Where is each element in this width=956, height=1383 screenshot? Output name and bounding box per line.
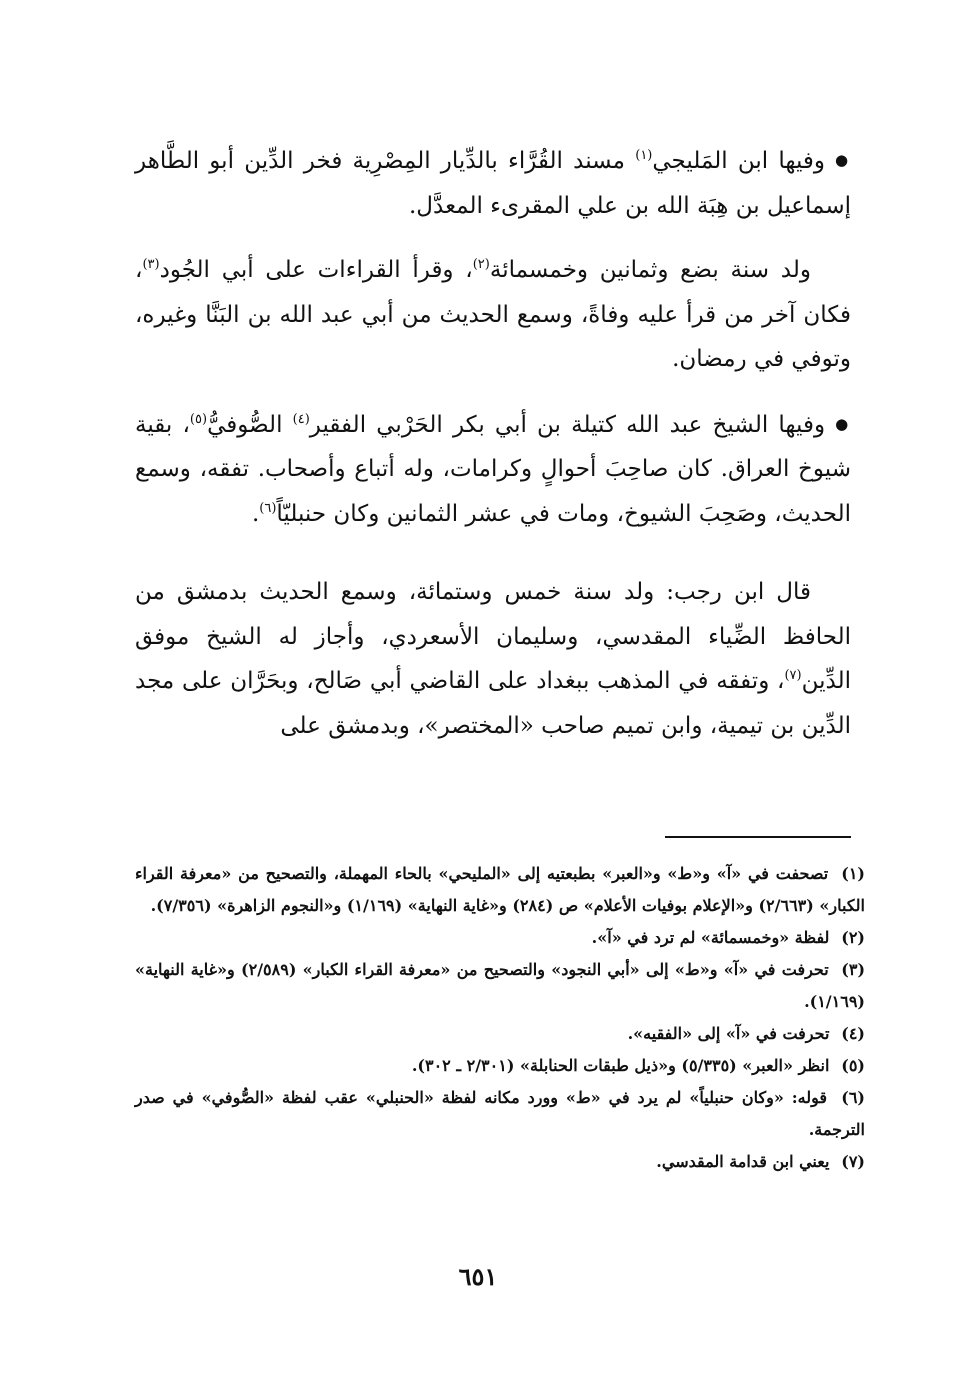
footnote-7	[135, 1146, 865, 1178]
footnote-text: تحرفت في «آ» و«ط» إلى «أبي النجود» والتصحيح من «معرفة القراء الكبار» (٢/٥٨٩) و«غاية النهاية» (١/١٦٩).	[135, 960, 865, 1011]
paragraph-text: وفيها ابن المَليجي	[652, 148, 826, 174]
paragraph-text: وفيها الشيخ عبد الله كتيلة بن أبي بكر الحَرْبي الفقير	[309, 411, 826, 438]
paragraph-text: ولد سنة بضع وثمانين وخمسمائة	[489, 257, 811, 283]
paragraph-birth-and-death	[135, 248, 851, 382]
footnote-6	[135, 1082, 865, 1146]
footnote-marker: (٥)	[189, 411, 208, 427]
footnote-text: تصحفت في «آ» و«ط» و«العبر» بطبعتيه إلى «المليحي» بالحاء المهملة، والتصحيح من «معرفة القراء الكبار» (٢/٦٦٣) و«الإعلام بوفيات الأعلام» ص (٢٨٤) و«غاية النهاية» (١/١٦٩) و«النجوم الزاهرة» (٧/٣٥٦).	[135, 864, 865, 915]
paragraph-text: ، بقية شيوخ العراق. كان صاحِبَ أحوالٍ وكرامات، وله أتباع وأصحاب. تفقه، وسمع الحديث، وصَحِبَ الشيوخ، ومات في عشر الثمانين وكان حنبليّاً	[135, 411, 851, 527]
paragraph-ibn-al-maliji	[135, 138, 851, 228]
bullet-icon: ●	[835, 414, 852, 433]
footnote-marker: (٣)	[142, 257, 160, 272]
footnote-3	[135, 954, 865, 1018]
paragraph-text: ، وتفقه في المذهب ببغداد على القاضي أبي صَالح، وبحَرَّان على مجد الدِّين بن تيمية، وابن تميم صاحب «المختصر»، وبدمشق على	[135, 668, 851, 739]
footnote-2	[135, 922, 865, 954]
footnote-number: (٤)	[841, 1024, 865, 1043]
footnote-text: قوله: «وكان حنبلياً» لم يرد في «ط» وورد مكانه لفظة «الحنبلي» عقب لفظة «الصُّوفي» في صدر الترجمة.	[135, 1088, 865, 1139]
paragraph-text: الصُّوفيُّ	[207, 411, 293, 438]
page-number: ٦٥١	[458, 1262, 498, 1291]
footnote-5	[135, 1050, 865, 1082]
footnote-marker: (٧)	[784, 668, 802, 683]
paragraph-text: ، وقرأ القراءات على أبي الجُود	[159, 257, 473, 283]
paragraph-abdullah-kutayla	[135, 402, 851, 537]
footnote-marker: (٤)	[292, 411, 310, 427]
paragraph-ibn-rajab-quote	[135, 570, 851, 748]
footnote-number: (٦)	[841, 1088, 865, 1107]
main-text	[135, 138, 851, 768]
footnotes	[135, 858, 865, 1178]
footnote-number: (٢)	[841, 928, 865, 947]
footnote-text: انظر «العبر» (٥/٣٣٥) و«ذيل طبقات الحنابلة» (٢/٣٠١ ـ ٣٠٢).	[411, 1056, 830, 1075]
footnote-number: (٧)	[841, 1152, 865, 1171]
footnote-text: لفظة «وخمسمائة» لم ترد في «آ».	[591, 928, 830, 947]
bullet-icon: ●	[835, 151, 852, 169]
footnote-separator	[665, 836, 851, 838]
paragraph-text: مسند القُرَّاء بالدِّيار المِصْرِية فخر الدِّين أبو الطَّاهر إسماعيل بن هِبَة الله بن علي المقرىء المعدَّل.	[135, 148, 851, 219]
footnote-marker: (٦)	[259, 500, 277, 516]
paragraph-text: ، فكان آخر من قرأ عليه وفاةً، وسمع الحديث من أبي عبد الله بن البَنَّا وغيره، وتوفي في رمضان.	[135, 257, 851, 372]
footnote-number: (٣)	[841, 960, 866, 979]
footnote-4	[135, 1018, 865, 1050]
paragraph-text: قال ابن رجب: ولد سنة خمس وستمائة، وسمع الحديث بدمشق من الحافظ الضِّياء المقدسي، وسليمان الأسعردي، وأجاز له الشيخ موفق الدِّين	[135, 579, 851, 694]
footnote-1	[135, 858, 865, 922]
footnote-number: (١)	[841, 864, 865, 883]
footnote-text: تحرفت في «آ» إلى «الفقيه».	[627, 1024, 830, 1043]
paragraph-text: .	[251, 500, 260, 527]
footnote-text: يعني ابن قدامة المقدسي.	[656, 1152, 830, 1171]
footnote-number: (٥)	[841, 1056, 865, 1075]
footnote-marker: (٢)	[472, 257, 490, 272]
footnote-marker: (١)	[635, 148, 653, 163]
